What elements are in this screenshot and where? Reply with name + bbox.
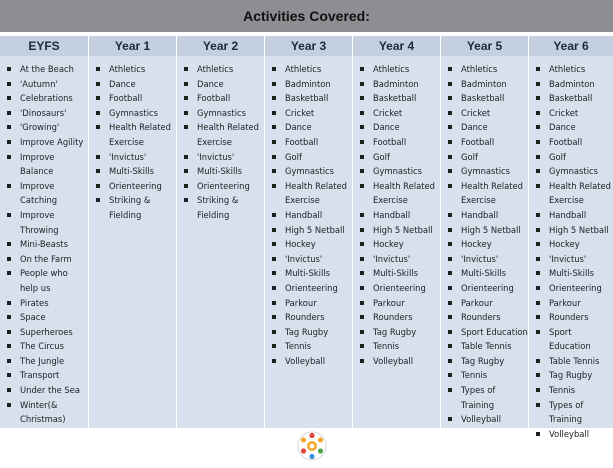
list-item: Parkour (447, 296, 528, 311)
column-body (265, 56, 352, 428)
list-item: The Jungle (6, 354, 88, 369)
list-item: Football (359, 135, 440, 150)
column-body (353, 56, 440, 428)
list-item: 'Autumn' (6, 77, 88, 92)
list-item: Football (447, 135, 528, 150)
list-item: Multi-Skills (95, 164, 176, 179)
list-item: Volleyball (271, 354, 352, 369)
activity-list (0, 62, 88, 427)
list-item: Dance (271, 120, 352, 135)
column-4 (353, 36, 441, 428)
list-item: Tennis (447, 368, 528, 383)
list-item: 'Invictus' (359, 252, 440, 267)
list-item: Rounders (271, 310, 352, 325)
list-item: Gymnastics (447, 164, 528, 179)
list-item: Orienteering (271, 281, 352, 296)
list-item: Volleyball (447, 412, 528, 427)
list-item: Athletics (359, 62, 440, 77)
list-item: Handball (359, 208, 440, 223)
list-item: Tag Rugby (447, 354, 528, 369)
list-item: Rounders (447, 310, 528, 325)
list-item: Hockey (271, 237, 352, 252)
list-item: High 5 Netball (447, 223, 528, 238)
list-item: Handball (447, 208, 528, 223)
column-1 (89, 36, 177, 428)
column-body (89, 56, 176, 428)
list-item: Gymnastics (95, 106, 176, 121)
list-item: Cricket (447, 106, 528, 121)
list-item: Types of Training (447, 383, 528, 412)
list-item: Gymnastics (271, 164, 352, 179)
list-item: Table Tennis (447, 339, 528, 354)
column-body (0, 56, 88, 428)
list-item: Dance (447, 120, 528, 135)
list-item: Hockey (535, 237, 613, 252)
list-item: Volleyball (535, 427, 613, 442)
list-item: Dance (183, 77, 264, 92)
list-item: Tag Rugby (535, 368, 613, 383)
list-item: Health Related Exercise (183, 120, 264, 149)
list-item: Superheroes (6, 325, 88, 340)
list-item: Multi-Skills (535, 266, 613, 281)
column-header: Year 3 (265, 36, 352, 56)
list-item: 'Invictus' (447, 252, 528, 267)
list-item: Striking & Fielding (95, 193, 176, 222)
list-item: Parkour (271, 296, 352, 311)
column-6 (529, 36, 613, 439)
column-header: EYFS (0, 36, 88, 56)
list-item: Tag Rugby (359, 325, 440, 340)
column-3 (265, 36, 353, 428)
list-item: Volleyball (359, 354, 440, 369)
activity-list (529, 62, 613, 441)
column-header: Year 2 (177, 36, 264, 56)
list-item: Orienteering (95, 179, 176, 194)
list-item: People who help us (6, 266, 88, 295)
list-item: 'Invictus' (271, 252, 352, 267)
list-item: Health Related Exercise (447, 179, 528, 208)
list-item: Badminton (447, 77, 528, 92)
activity-list (441, 62, 528, 427)
list-item: Health Related Exercise (95, 120, 176, 149)
list-item: Basketball (271, 91, 352, 106)
list-item: Golf (535, 150, 613, 165)
activity-list (177, 62, 264, 223)
list-item: High 5 Netball (271, 223, 352, 238)
list-item: Improve Throwing (6, 208, 88, 237)
list-item: Celebrations (6, 91, 88, 106)
list-item: Cricket (359, 106, 440, 121)
list-item: Health Related Exercise (359, 179, 440, 208)
list-item: Badminton (271, 77, 352, 92)
list-item: Cricket (271, 106, 352, 121)
activity-list (353, 62, 440, 368)
list-item: Table Tennis (535, 354, 613, 369)
column-header: Year 1 (89, 36, 176, 56)
list-item: Football (535, 135, 613, 150)
list-item: High 5 Netball (359, 223, 440, 238)
column-body (441, 56, 528, 428)
list-item: Athletics (535, 62, 613, 77)
list-item: Sport Education (535, 325, 613, 354)
column-header: Year 6 (529, 36, 613, 56)
activities-table (0, 36, 613, 439)
list-item: Football (183, 91, 264, 106)
list-item: Basketball (359, 91, 440, 106)
list-item: Football (95, 91, 176, 106)
list-item: Pirates (6, 296, 88, 311)
column-body (529, 56, 613, 439)
list-item: Golf (359, 150, 440, 165)
list-item: Gymnastics (359, 164, 440, 179)
column-5 (441, 36, 529, 428)
list-item: Dance (535, 120, 613, 135)
list-item: Dance (95, 77, 176, 92)
list-item: Football (271, 135, 352, 150)
list-item: Badminton (359, 77, 440, 92)
list-item: Under the Sea (6, 383, 88, 398)
list-item: 'Invictus' (535, 252, 613, 267)
page-title: Activities Covered: (0, 0, 613, 32)
list-item: Golf (271, 150, 352, 165)
column-2 (177, 36, 265, 428)
list-item: Orienteering (359, 281, 440, 296)
list-item: 'Growing' (6, 120, 88, 135)
activity-list (89, 62, 176, 223)
list-item: Athletics (183, 62, 264, 77)
list-item: Parkour (359, 296, 440, 311)
list-item: Health Related Exercise (271, 179, 352, 208)
list-item: Rounders (359, 310, 440, 325)
list-item: Handball (535, 208, 613, 223)
list-item: Tag Rugby (271, 325, 352, 340)
list-item: Winter(& Christmas) (6, 398, 88, 427)
list-item: Golf (447, 150, 528, 165)
list-item: High 5 Netball (535, 223, 613, 238)
list-item: Improve Balance (6, 150, 88, 179)
list-item: Space (6, 310, 88, 325)
list-item: Multi-Skills (183, 164, 264, 179)
list-item: Improve Agility (6, 135, 88, 150)
list-item: Orienteering (535, 281, 613, 296)
column-header: Year 5 (441, 36, 528, 56)
list-item: Hockey (447, 237, 528, 252)
list-item: Handball (271, 208, 352, 223)
list-item: At the Beach (6, 62, 88, 77)
list-item: Types of Training (535, 398, 613, 427)
list-item: Cricket (535, 106, 613, 121)
list-item: Parkour (535, 296, 613, 311)
column-header: Year 4 (353, 36, 440, 56)
list-item: On the Farm (6, 252, 88, 267)
list-item: Gymnastics (183, 106, 264, 121)
list-item: Improve Catching (6, 179, 88, 208)
list-item: Multi-Skills (271, 266, 352, 281)
list-item: Basketball (535, 91, 613, 106)
column-body (177, 56, 264, 428)
list-item: Dance (359, 120, 440, 135)
list-item: The Circus (6, 339, 88, 354)
list-item: Tennis (271, 339, 352, 354)
list-item: 'Invictus' (95, 150, 176, 165)
list-item: Badminton (535, 77, 613, 92)
list-item: Transport (6, 368, 88, 383)
list-item: Basketball (447, 91, 528, 106)
list-item: Tennis (535, 383, 613, 398)
list-item: Sport Education (447, 325, 528, 340)
list-item: 'Invictus' (183, 150, 264, 165)
list-item: Athletics (447, 62, 528, 77)
column-0 (0, 36, 89, 428)
activity-list (265, 62, 352, 368)
list-item: Multi-Skills (447, 266, 528, 281)
school-crest-icon (296, 430, 328, 462)
list-item: Multi-Skills (359, 266, 440, 281)
list-item: Health Related Exercise (535, 179, 613, 208)
list-item: Hockey (359, 237, 440, 252)
list-item: Mini-Beasts (6, 237, 88, 252)
list-item: Gymnastics (535, 164, 613, 179)
list-item: Striking & Fielding (183, 193, 264, 222)
list-item: Orienteering (183, 179, 264, 194)
list-item: 'Dinosaurs' (6, 106, 88, 121)
list-item: Tennis (359, 339, 440, 354)
list-item: Athletics (271, 62, 352, 77)
list-item: Rounders (535, 310, 613, 325)
list-item: Athletics (95, 62, 176, 77)
list-item: Orienteering (447, 281, 528, 296)
